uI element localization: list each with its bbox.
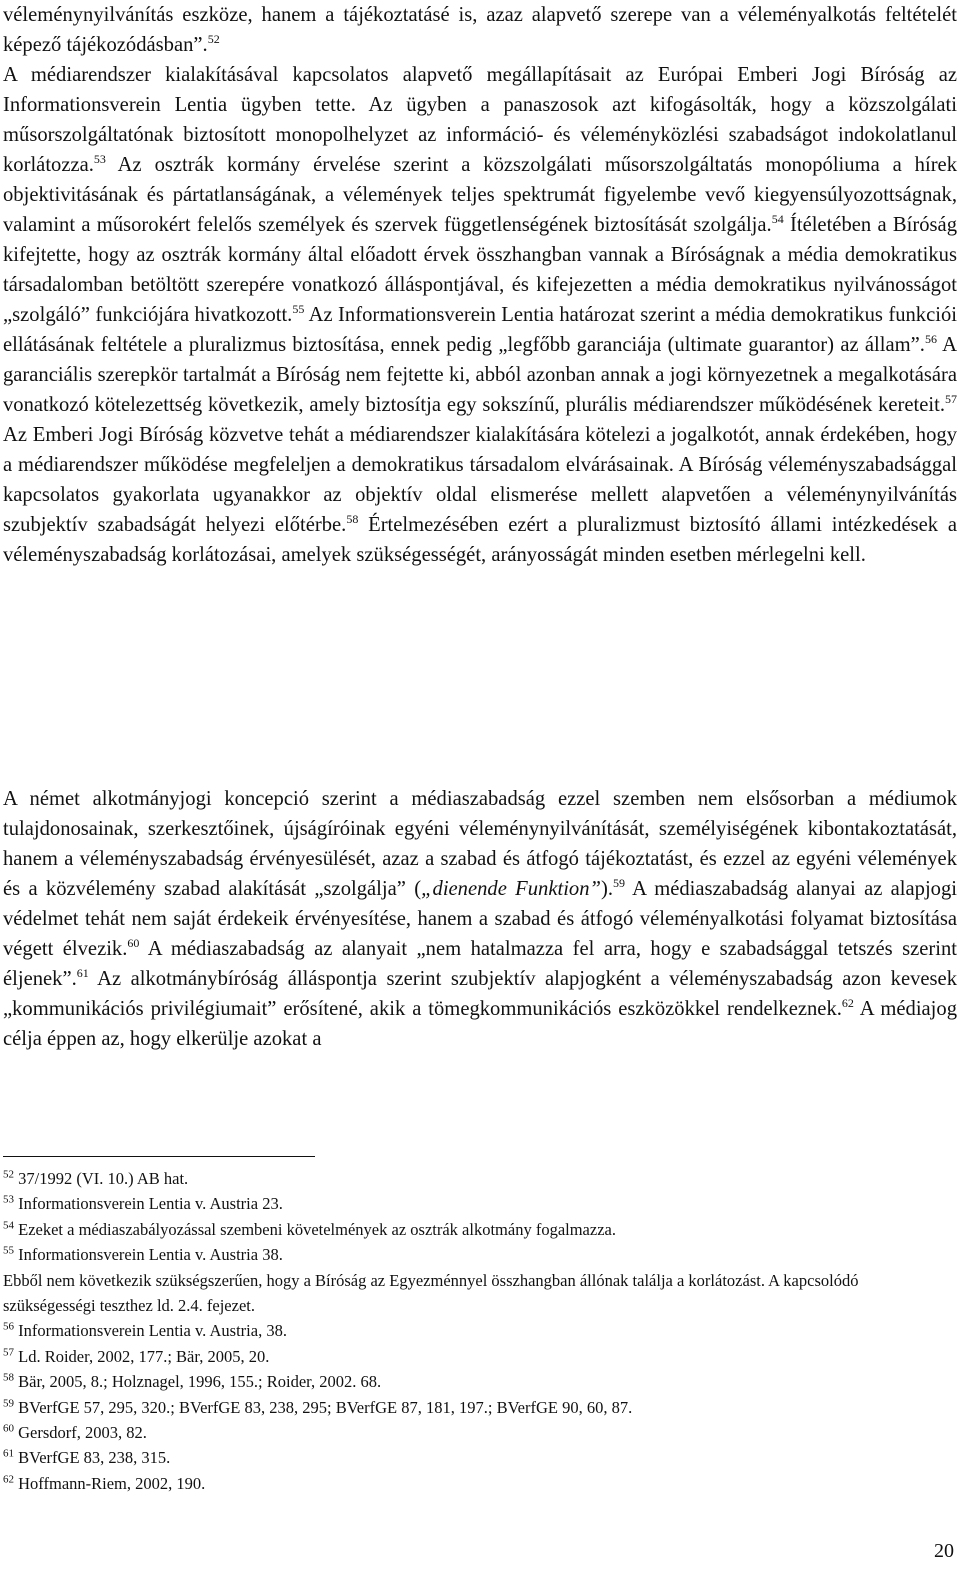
footnote-number: 60 <box>3 1422 14 1435</box>
paragraph-text: A német alkotmányjogi koncepció szerint a médiaszabadság ezzel szemben nem elsősorban a médiumok tulajdonosainak, szerkesztőinek, újságíróinak egyéni véleménynyilvánítását, személyiségének kibontakoztatását, hanem a véleményszabadság érvényesülését, azaz a szabad és átfogó tájékoztatást, és ezzel az egyéni vélemények és a közvélemény szabad alakítását „szolgálja” ( <box>3 788 957 900</box>
paragraph-text: Az Emberi Jogi Bíróság közvetve tehát a médiarendszer kialakítására kötelezi a jogalkotót, annak érdekében, hogy a médiarendszer működése megfeleljen a demokratikus társadalom elvárásainak. A Bíróság véleményszabadsággal kapcsolatos gyakorlata ugyanakkor az objektív oldal elismerése mellett alapvetően a véleménynyilvánítás szubjektív szabadságát helyezi előtérbe. <box>3 424 957 536</box>
footnote-text: Informationsverein Lentia v. Austria 38. <box>18 1245 283 1265</box>
footnote-separator <box>3 1156 315 1157</box>
paragraph-german-concept <box>3 784 957 1054</box>
paragraph-text: Értelmezésében ezért a pluralizmust biztosító állami intézkedések a véleményszabadság korlátozásai, amelyek szükségességét, arányosságát minden esetben mérlegelni kell. <box>3 514 958 566</box>
italic-term: „dienende Funktion” <box>421 878 601 900</box>
footnote-text: Ezeket a médiaszabályozással szembeni követelmények az osztrák alkotmány fogalmazza. <box>18 1219 616 1239</box>
footnote-text: Ld. Roider, 2002, 177.; Bär, 2005, 20. <box>18 1346 270 1366</box>
footnote-ref-55[interactable]: 55 <box>292 302 305 317</box>
footnote-ref-61[interactable]: 61 <box>76 966 89 981</box>
footnote-ref-54[interactable]: 54 <box>771 212 784 227</box>
footnote-ref-60[interactable]: 60 <box>127 936 140 951</box>
footnote-56 <box>3 1318 920 1343</box>
footnote-55-continuation <box>3 1268 920 1319</box>
paragraph-intro-continuation <box>3 0 957 60</box>
paragraph-text: véleménynyilvánítás eszköze, hanem a tájékoztatásé is, azaz alapvető szerepe van a véleményalkotás feltételét képező tájékozódásban”. <box>3 4 957 56</box>
footnote-text: Informationsverein Lentia v. Austria, 38. <box>18 1321 287 1341</box>
paragraph-text: Az alkotmánybíróság álláspontja szerint szubjektív alapjogként a véleményszabadság azon kevesek „kommunikációs privilégiumait” erősítené, akik a tömegkommunikációs eszközökkel rendelkeznek. <box>3 968 957 1020</box>
footnote-text: Gersdorf, 2003, 82. <box>18 1423 147 1443</box>
paragraph-text: Ítéletében a Bíróság kifejtette, hogy az osztrák kormány által előadott érvek összhangban vannak a Bíróságnak a média demokratikus társadalomban betöltött szerepére vonatkozó álláspontjával, és kifejezetten a média demokratikus nyilvánosságot „szolgáló” funkciójára hivatkozott. <box>3 214 957 326</box>
footnote-number: 52 <box>3 1168 14 1181</box>
paragraph-text: A médiaszabadság alanyai az alapjogi védelmet tehát nem saját érdekeik érvényesítése, hanem a szabad és átfogó véleményalkotási folyamat biztosítása végett élvezik. <box>3 878 957 960</box>
footnote-60 <box>3 1420 920 1445</box>
footnote-ref-52[interactable]: 52 <box>207 32 220 47</box>
paragraph-text: ). <box>600 878 613 900</box>
footnote-61 <box>3 1445 920 1470</box>
footnote-text: Hoffmann-Riem, 2002, 190. <box>18 1473 206 1493</box>
footnote-number: 56 <box>3 1320 14 1333</box>
footnote-text: BVerfGE 57, 295, 320.; BVerfGE 83, 238, 295; BVerfGE 87, 181, 197.; BVerfGE 90, 60, 87. <box>18 1397 633 1417</box>
paragraph-text: A médiajog célja éppen az, hogy elkerülje azokat a <box>3 998 957 1050</box>
footnote-number: 55 <box>3 1244 14 1257</box>
footnote-ref-56[interactable]: 56 <box>924 332 937 347</box>
footnote-number: 58 <box>3 1371 14 1384</box>
footnotes-section <box>3 1166 920 1496</box>
footnote-54 <box>3 1217 920 1242</box>
footnote-text: Informationsverein Lentia v. Austria 23. <box>18 1194 283 1214</box>
footnote-58 <box>3 1369 920 1394</box>
paragraph-text: Az Informationsverein Lentia határozat szerint a média demokratikus funkciói ellátásának feltétele a pluralizmus biztosítása, ennek pedig „legfőbb garanciája (ultimate guarantor) az állam”. <box>3 304 957 356</box>
footnote-ref-58[interactable]: 58 <box>346 512 359 527</box>
footnote-text: 37/1992 (VI. 10.) AB hat. <box>18 1169 189 1188</box>
paragraph-echr <box>3 60 957 570</box>
page-number: 20 <box>934 1540 954 1562</box>
footnote-number: 53 <box>3 1193 14 1206</box>
footnote-62 <box>3 1471 920 1496</box>
paragraph-text: A garanciális szerepkör tartalmát a Bíróság nem fejtette ki, abból azonban annak a jogi környezetnek a megalkotására vonatkozó kötelezettség következik, amely biztosítja egy sokszínű, plurális médiarendszer működésének kereteit. <box>3 334 957 416</box>
footnote-57 <box>3 1344 920 1369</box>
footnote-number: 61 <box>3 1447 14 1460</box>
footnote-55 <box>3 1242 920 1267</box>
footnote-ref-59[interactable]: 59 <box>612 876 625 891</box>
footnote-ref-57[interactable]: 57 <box>945 392 957 407</box>
footnote-59 <box>3 1395 920 1420</box>
footnote-text: Bär, 2005, 8.; Holznagel, 1996, 155.; Roider, 2002. 68. <box>18 1372 382 1392</box>
footnote-number: 59 <box>3 1397 14 1410</box>
footnote-52 <box>3 1166 920 1191</box>
footnote-53 <box>3 1191 920 1216</box>
paragraph-text: A médiaszabadság az alanyait „nem hatalmazza fel arra, hogy e szabadsággal tetszés szerint éljenek”. <box>3 938 958 990</box>
footnote-number: 54 <box>3 1219 14 1232</box>
footnote-text: BVerfGE 83, 238, 315. <box>18 1448 171 1468</box>
footnote-ref-53[interactable]: 53 <box>93 152 106 167</box>
footnote-number: 57 <box>3 1346 14 1359</box>
footnote-ref-62[interactable]: 62 <box>841 996 854 1011</box>
footnote-text: Ebből nem következik szükségszerűen, hogy a Bíróság az Egyezménnyel összhangban állónak találja a korlátozást. A kapcsolódó szükségességi teszthez ld. 2.4. fejezet. <box>3 1270 859 1316</box>
paragraph-text: A médiarendszer kialakításával kapcsolatos alapvető megállapításait az Európai Emberi Jogi Bíróság az Informationsverein Lentia ügyben tette. Az ügyben a panaszosok azt kifogásolták, hogy a közszolgálati műsorszolgáltatónak biztosított monopolhelyzet az információ- és véleményközlési szabadságot indokolatlanul korlátozza. <box>3 64 957 176</box>
paragraph-text: Az osztrák kormány érvelése szerint a közszolgálati műsorszolgáltatás monopóliuma a hírek objektivitásának és pártatlanságának, a vélemények teljes spektrumát figyelembe vevő kiegyensúlyozottságnak, valamint a műsorokért felelős személyek és szervek függetlenségének biztosítását szolgálja. <box>3 154 957 236</box>
footnote-number: 62 <box>3 1473 14 1486</box>
